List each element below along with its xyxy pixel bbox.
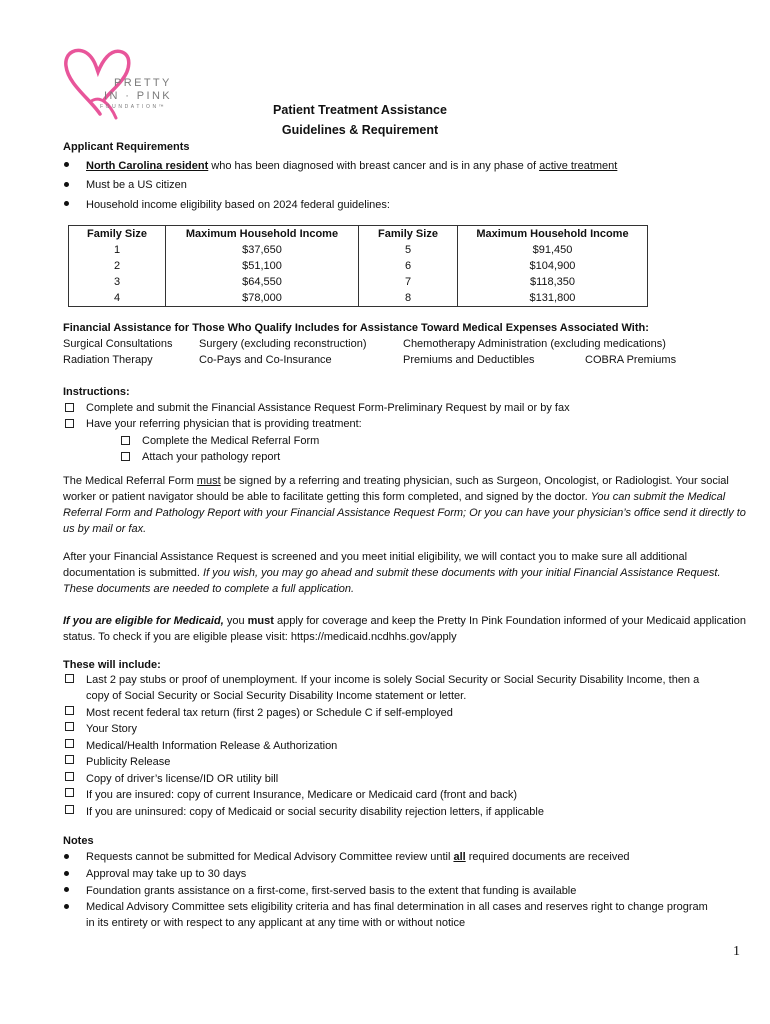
table-header-row xyxy=(69,226,648,243)
para1-must: must xyxy=(196,475,221,487)
document-item: Publicity Release xyxy=(86,756,171,768)
note-item: Foundation grants assistance on a first-come, first-served basis to the extent that funding is available xyxy=(86,885,577,897)
requirement-residency-mid: who has been diagnosed with breast cancer and is in any phase of xyxy=(208,160,540,172)
nc-resident-text: North Carolina resident xyxy=(86,160,209,172)
checkbox-icon xyxy=(65,805,74,814)
note1-text-b: required documents are received xyxy=(465,851,630,863)
bullet-icon xyxy=(64,854,69,859)
logo-text-pretty: PRETTY xyxy=(114,77,172,89)
document-item: Most recent federal tax return (first 2 pages) or Schedule C if self-employed xyxy=(86,707,453,719)
checkbox-icon xyxy=(65,739,74,748)
checkbox-icon xyxy=(121,436,130,445)
para3-text-a: you xyxy=(223,615,248,627)
checkbox-icon xyxy=(65,772,74,781)
document-item: If you are uninsured: copy of Medicaid or social security disability rejection letters, if applicable xyxy=(86,806,544,818)
table-cell: $91,450 xyxy=(458,242,648,258)
para2-italic: If you wish, you may go ahead and submit these documents with your initial Financial Assistance Request. These documents are needed to complete a full application. xyxy=(63,567,721,595)
applicant-requirements-heading: Applicant Requirements xyxy=(63,141,190,153)
para3-must: must xyxy=(247,615,274,627)
table-cell: 7 xyxy=(359,274,458,290)
checkbox-icon xyxy=(65,419,74,428)
checkbox-icon xyxy=(121,452,130,461)
para3-text-b: apply for coverage and keep the Pretty In Pink Foundation informed of your Medicaid application status. To check if you are eligible please visit: https://medicaid.ncdhhs.gov/apply xyxy=(63,615,746,643)
table-cell: 5 xyxy=(359,242,458,258)
table-cell: 4 xyxy=(69,290,166,307)
table-cell: $51,100 xyxy=(166,258,359,274)
requirement-income: Household income eligibility based on 2024 federal guidelines: xyxy=(86,199,390,211)
table-row xyxy=(69,274,648,290)
document-item: Last 2 pay stubs or proof of unemployment. If your income is solely Social Security or Social Security Disability Income, then a xyxy=(86,674,700,686)
document-item-continued: copy of Social Security or Social Security Disability Income statement or letter. xyxy=(86,690,467,702)
table-cell: $104,900 xyxy=(458,258,648,274)
para3-medicaid-lead: If you are eligible for Medicaid, xyxy=(63,615,224,627)
include-heading: These will include: xyxy=(63,659,161,671)
bullet-icon xyxy=(64,162,69,167)
document-item: Your Story xyxy=(86,723,137,735)
logo-text-foundation: FOUNDATION™ xyxy=(100,104,167,110)
instruction-submit-request: Complete and submit the Financial Assistance Request Form-Preliminary Request by mail or by fax xyxy=(86,402,570,414)
document-item: Medical/Health Information Release & Authorization xyxy=(86,740,338,752)
bullet-icon xyxy=(64,201,69,206)
active-treatment-text: active treatment xyxy=(539,160,618,172)
instruction-referral-form: Complete the Medical Referral Form xyxy=(142,435,320,447)
bullet-icon xyxy=(64,182,69,187)
table-row xyxy=(69,242,648,258)
table-cell: $78,000 xyxy=(166,290,359,307)
medicaid-paragraph xyxy=(63,613,753,645)
table-header: Family Size xyxy=(69,226,166,243)
instruction-pathology: Attach your pathology report xyxy=(142,451,281,463)
bullet-icon xyxy=(64,871,69,876)
medical-referral-paragraph xyxy=(63,473,753,537)
bullet-icon xyxy=(64,904,69,909)
page-number: 1 xyxy=(733,944,740,959)
requirement-residency xyxy=(86,159,617,173)
note-item: Approval may take up to 30 days xyxy=(86,868,247,880)
expense-cobra: COBRA Premiums xyxy=(585,354,677,366)
table-row xyxy=(69,290,648,307)
table-cell: 1 xyxy=(69,242,166,258)
document-item: Copy of driver’s license/ID OR utility bill xyxy=(86,773,279,785)
table-cell: $131,800 xyxy=(458,290,648,307)
note1-all: all xyxy=(453,851,466,863)
checkbox-icon xyxy=(65,706,74,715)
table-cell: $64,550 xyxy=(166,274,359,290)
checkbox-icon xyxy=(65,722,74,731)
table-header: Maximum Household Income xyxy=(458,226,648,243)
table-cell: $37,650 xyxy=(166,242,359,258)
checkbox-icon xyxy=(65,674,74,683)
table-cell: 8 xyxy=(359,290,458,307)
requirement-citizen: Must be a US citizen xyxy=(86,179,187,191)
para1-text-b: be signed by a referring and treating physician, such as Surgeon, Oncologist, or Radiologist. Your social worker or patient navigator should be able to facilitate getting this form completed, and signed by the doctor. xyxy=(63,475,729,503)
financial-assistance-heading: Financial Assistance for Those Who Qualify Includes for Assistance Toward Medical Expenses Associated With: xyxy=(63,322,649,334)
expense-surgical-consultations: Surgical Consultations xyxy=(63,338,173,350)
table-header: Family Size xyxy=(359,226,458,243)
table-cell: $118,350 xyxy=(458,274,648,290)
para2-text-a: After your Financial Assistance Request is screened and you meet initial eligibility, we will contact you to make sure all additional documentation is submitted. xyxy=(63,551,688,579)
income-eligibility-table xyxy=(68,225,648,307)
expense-copays: Co-Pays and Co-Insurance xyxy=(199,354,332,366)
checkbox-icon xyxy=(65,755,74,764)
table-cell: 2 xyxy=(69,258,166,274)
table-row xyxy=(69,258,648,274)
document-item: If you are insured: copy of current Insurance, Medicare or Medicaid card (front and back) xyxy=(86,789,518,801)
table-cell: 3 xyxy=(69,274,166,290)
table-header: Maximum Household Income xyxy=(166,226,359,243)
note1-text-a: Requests cannot be submitted for Medical Advisory Committee review until xyxy=(86,851,454,863)
para1-italic: You can submit the Medical Referral Form and Pathology Report with your Financial Assistance Request Form; Or you can have your physician’s office send it directly to us by mail or fax. xyxy=(63,491,746,535)
para1-text-a: The Medical Referral Form xyxy=(63,475,197,487)
bullet-icon xyxy=(64,887,69,892)
page-title: Patient Treatment Assistance xyxy=(273,103,447,117)
expense-surgery: Surgery (excluding reconstruction) xyxy=(199,338,367,350)
checkbox-icon xyxy=(65,403,74,412)
logo-text-in-pink: IN · PINK xyxy=(104,90,173,102)
note-item: Medical Advisory Committee sets eligibility criteria and has final determination in all cases and reserves right to change program xyxy=(86,901,708,913)
note-item-continued: in its entirety or with respect to any applicant at any time with or without notice xyxy=(86,917,466,929)
expense-premiums: Premiums and Deductibles xyxy=(403,354,535,366)
instruction-physician: Have your referring physician that is providing treatment: xyxy=(86,418,362,430)
eligibility-paragraph xyxy=(63,549,753,597)
instructions-heading: Instructions: xyxy=(63,386,130,398)
page-subtitle: Guidelines & Requirement xyxy=(281,123,439,137)
expense-chemotherapy: Chemotherapy Administration (excluding medications) xyxy=(403,338,666,350)
table-cell: 6 xyxy=(359,258,458,274)
checkbox-icon xyxy=(65,788,74,797)
note-item xyxy=(86,850,630,864)
expense-radiation: Radiation Therapy xyxy=(63,354,153,366)
notes-heading: Notes xyxy=(63,835,94,847)
